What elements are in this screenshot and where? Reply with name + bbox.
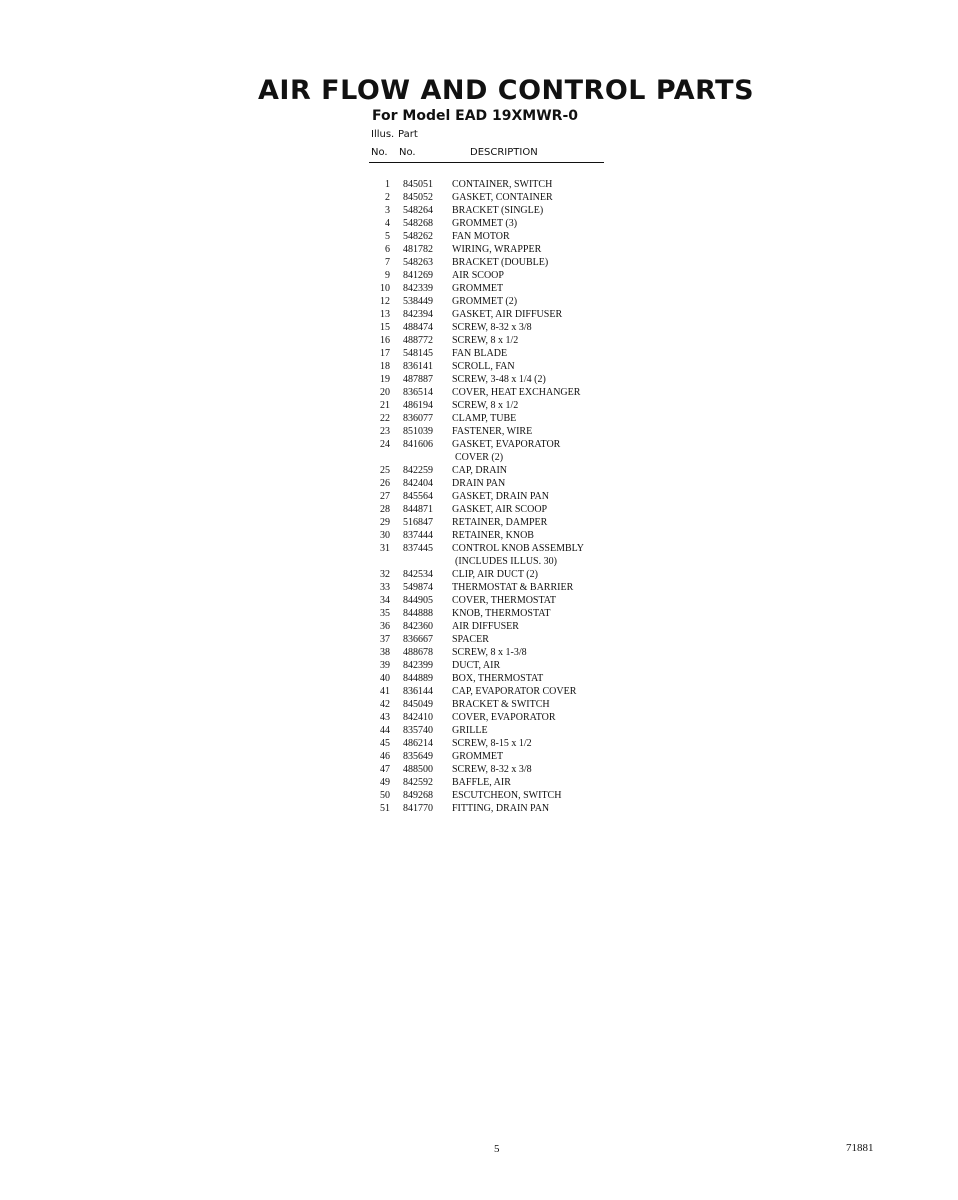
part-number: 845049 — [403, 699, 433, 710]
part-description: RETAINER, KNOB — [452, 530, 534, 541]
part-description: CAP, EVAPORATOR COVER — [452, 686, 577, 697]
parts-list — [0, 178, 958, 815]
part-description: SCREW, 3-48 x 1/4 (2) — [452, 374, 546, 385]
part-description: BOX, THERMOSTAT — [452, 673, 544, 684]
part-number: 549874 — [403, 582, 433, 593]
part-number: 851039 — [403, 426, 433, 437]
table-row — [0, 724, 958, 737]
table-row — [0, 412, 958, 425]
part-number: 837445 — [403, 543, 433, 554]
illus-number: 23 — [380, 426, 390, 437]
table-row — [0, 581, 958, 594]
table-row — [0, 542, 958, 568]
part-number: 488500 — [403, 764, 433, 775]
part-description: GROMMET (2) — [452, 296, 518, 307]
part-number: 481782 — [403, 244, 433, 255]
part-description: BRACKET (DOUBLE) — [452, 257, 549, 268]
table-row — [0, 776, 958, 789]
part-number: 548262 — [403, 231, 433, 242]
illus-number: 31 — [380, 543, 390, 554]
table-row — [0, 399, 958, 412]
illus-number: 19 — [380, 374, 390, 385]
part-number: 842410 — [403, 712, 433, 723]
table-row — [0, 347, 958, 360]
illus-number: 51 — [380, 803, 390, 814]
table-row — [0, 529, 958, 542]
part-description: FASTENER, WIRE — [452, 426, 533, 437]
illus-number: 16 — [380, 335, 390, 346]
part-number: 844889 — [403, 673, 433, 684]
illus-number: 3 — [385, 205, 390, 216]
part-number: 841606 — [403, 439, 433, 450]
part-number: 548263 — [403, 257, 433, 268]
table-row — [0, 282, 958, 295]
part-description: SCREW, 8-32 x 3/8 — [452, 764, 532, 775]
column-head-part-no: No. — [399, 147, 416, 158]
table-row — [0, 750, 958, 763]
illus-number: 15 — [380, 322, 390, 333]
part-description: SPACER — [452, 634, 489, 645]
table-row — [0, 321, 958, 334]
part-number: 488678 — [403, 647, 433, 658]
table-row — [0, 516, 958, 529]
part-description: FAN MOTOR — [452, 231, 510, 242]
table-row — [0, 594, 958, 607]
part-description: GROMMET (3) — [452, 218, 518, 229]
part-description: SCREW, 8 x 1/2 — [452, 400, 519, 411]
part-description: FAN BLADE — [452, 348, 508, 359]
column-head-part: Part — [398, 129, 418, 140]
part-number: 841770 — [403, 803, 433, 814]
column-head-illus: Illus. — [371, 129, 395, 140]
part-description: KNOB, THERMOSTAT — [452, 608, 551, 619]
illus-number: 27 — [380, 491, 390, 502]
illus-number: 25 — [380, 465, 390, 476]
illus-number: 2 — [385, 192, 390, 203]
table-row — [0, 360, 958, 373]
part-description-continued: (INCLUDES ILLUS. 30) — [455, 556, 557, 567]
part-number: 488772 — [403, 335, 433, 346]
part-description: GROMMET — [452, 283, 504, 294]
part-description: WIRING, WRAPPER — [452, 244, 542, 255]
table-row — [0, 204, 958, 217]
part-description: GASKET, AIR SCOOP — [452, 504, 548, 515]
part-number: 836144 — [403, 686, 433, 697]
illus-number: 10 — [380, 283, 390, 294]
part-description: SCREW, 8 x 1-3/8 — [452, 647, 527, 658]
illus-number: 29 — [380, 517, 390, 528]
part-number: 837444 — [403, 530, 433, 541]
part-number: 849268 — [403, 790, 433, 801]
part-number: 845051 — [403, 179, 433, 190]
part-description: CONTROL KNOB ASSEMBLY — [452, 543, 584, 554]
illus-number: 49 — [380, 777, 390, 788]
illus-number: 24 — [380, 439, 390, 450]
table-row — [0, 646, 958, 659]
table-row — [0, 802, 958, 815]
illus-number: 20 — [380, 387, 390, 398]
part-description: AIR SCOOP — [452, 270, 504, 281]
illus-number: 22 — [380, 413, 390, 424]
part-number: 836141 — [403, 361, 433, 372]
header-rule — [369, 162, 604, 163]
table-row — [0, 295, 958, 308]
table-row — [0, 386, 958, 399]
table-row — [0, 763, 958, 776]
part-description: BAFFLE, AIR — [452, 777, 511, 788]
illus-number: 41 — [380, 686, 390, 697]
part-number: 836667 — [403, 634, 433, 645]
illus-number: 45 — [380, 738, 390, 749]
table-row — [0, 334, 958, 347]
part-description: COVER, EVAPORATOR — [452, 712, 556, 723]
part-number: 548264 — [403, 205, 433, 216]
part-number: 835649 — [403, 751, 433, 762]
illus-number: 35 — [380, 608, 390, 619]
illus-number: 33 — [380, 582, 390, 593]
part-number: 842534 — [403, 569, 433, 580]
illus-number: 6 — [385, 244, 390, 255]
part-description: SCREW, 8-32 x 3/8 — [452, 322, 532, 333]
part-number: 844888 — [403, 608, 433, 619]
part-number: 842394 — [403, 309, 433, 320]
part-number: 845052 — [403, 192, 433, 203]
illus-number: 37 — [380, 634, 390, 645]
part-description: COVER, THERMOSTAT — [452, 595, 557, 606]
table-row — [0, 633, 958, 646]
table-row — [0, 737, 958, 750]
part-number: 842339 — [403, 283, 433, 294]
table-row — [0, 620, 958, 633]
part-description: DUCT, AIR — [452, 660, 501, 671]
table-row — [0, 685, 958, 698]
part-number: 835740 — [403, 725, 433, 736]
part-number: 842592 — [403, 777, 433, 788]
illus-number: 13 — [380, 309, 390, 320]
illus-number: 7 — [385, 257, 390, 268]
part-number: 842399 — [403, 660, 433, 671]
part-number: 488474 — [403, 322, 433, 333]
table-row — [0, 243, 958, 256]
part-description-continued: COVER (2) — [455, 452, 504, 463]
table-row — [0, 256, 958, 269]
illus-number: 36 — [380, 621, 390, 632]
illus-number: 44 — [380, 725, 390, 736]
part-number: 841269 — [403, 270, 433, 281]
part-description: ESCUTCHEON, SWITCH — [452, 790, 562, 801]
illus-number: 9 — [385, 270, 390, 281]
part-number: 548145 — [403, 348, 433, 359]
part-number: 836514 — [403, 387, 433, 398]
table-row — [0, 217, 958, 230]
table-row — [0, 230, 958, 243]
illus-number: 1 — [385, 179, 390, 190]
part-description: CLAMP, TUBE — [452, 413, 517, 424]
document-code: 71881 — [846, 1142, 874, 1154]
part-description: BRACKET & SWITCH — [452, 699, 550, 710]
table-row — [0, 672, 958, 685]
table-row — [0, 477, 958, 490]
page-title: AIR FLOW AND CONTROL PARTS — [258, 75, 755, 106]
part-description: GASKET, CONTAINER — [452, 192, 553, 203]
part-number: 538449 — [403, 296, 433, 307]
part-number: 486194 — [403, 400, 433, 411]
illus-number: 39 — [380, 660, 390, 671]
illus-number: 28 — [380, 504, 390, 515]
part-number: 842259 — [403, 465, 433, 476]
part-description: RETAINER, DAMPER — [452, 517, 548, 528]
part-description: FITTING, DRAIN PAN — [452, 803, 550, 814]
illus-number: 30 — [380, 530, 390, 541]
column-head-illus-no: No. — [371, 147, 388, 158]
part-number: 844871 — [403, 504, 433, 515]
part-number: 842404 — [403, 478, 433, 489]
table-row — [0, 438, 958, 464]
part-number: 844905 — [403, 595, 433, 606]
illus-number: 46 — [380, 751, 390, 762]
illus-number: 18 — [380, 361, 390, 372]
part-description: THERMOSTAT & BARRIER — [452, 582, 574, 593]
table-row — [0, 698, 958, 711]
part-description: SCREW, 8-15 x 1/2 — [452, 738, 532, 749]
part-description: GASKET, AIR DIFFUSER — [452, 309, 563, 320]
table-row — [0, 178, 958, 191]
table-row — [0, 490, 958, 503]
illus-number: 12 — [380, 296, 390, 307]
table-row — [0, 425, 958, 438]
illus-number: 5 — [385, 231, 390, 242]
part-description: SCROLL, FAN — [452, 361, 515, 372]
illus-number: 17 — [380, 348, 390, 359]
part-description: CAP, DRAIN — [452, 465, 508, 476]
part-number: 487887 — [403, 374, 433, 385]
illus-number: 32 — [380, 569, 390, 580]
table-row — [0, 269, 958, 282]
table-row — [0, 464, 958, 477]
table-row — [0, 607, 958, 620]
table-row — [0, 191, 958, 204]
page-number: 5 — [494, 1143, 500, 1155]
table-row — [0, 659, 958, 672]
part-description: SCREW, 8 x 1/2 — [452, 335, 519, 346]
illus-number: 34 — [380, 595, 390, 606]
part-description: AIR DIFFUSER — [452, 621, 519, 632]
illus-number: 40 — [380, 673, 390, 684]
illus-number: 47 — [380, 764, 390, 775]
part-description: GROMMET — [452, 751, 504, 762]
model-subtitle: For Model EAD 19XMWR-0 — [372, 108, 579, 124]
illus-number: 38 — [380, 647, 390, 658]
part-number: 486214 — [403, 738, 433, 749]
table-row — [0, 789, 958, 802]
table-row — [0, 308, 958, 321]
table-row — [0, 503, 958, 516]
table-row — [0, 373, 958, 386]
illus-number: 21 — [380, 400, 390, 411]
part-number: 836077 — [403, 413, 433, 424]
illus-number: 50 — [380, 790, 390, 801]
table-row — [0, 711, 958, 724]
illus-number: 42 — [380, 699, 390, 710]
part-description: GASKET, EVAPORATOR — [452, 439, 561, 450]
part-number: 845564 — [403, 491, 433, 502]
part-description: GRILLE — [452, 725, 488, 736]
table-row — [0, 568, 958, 581]
part-description: GASKET, DRAIN PAN — [452, 491, 549, 502]
part-description: COVER, HEAT EXCHANGER — [452, 387, 581, 398]
illus-number: 43 — [380, 712, 390, 723]
illus-number: 4 — [385, 218, 390, 229]
part-number: 842360 — [403, 621, 433, 632]
column-head-description: DESCRIPTION — [470, 147, 538, 158]
part-description: CLIP, AIR DUCT (2) — [452, 569, 538, 580]
illus-number: 26 — [380, 478, 390, 489]
part-number: 516847 — [403, 517, 433, 528]
part-number: 548268 — [403, 218, 433, 229]
part-description: DRAIN PAN — [452, 478, 506, 489]
part-description: BRACKET (SINGLE) — [452, 205, 544, 216]
part-description: CONTAINER, SWITCH — [452, 179, 553, 190]
